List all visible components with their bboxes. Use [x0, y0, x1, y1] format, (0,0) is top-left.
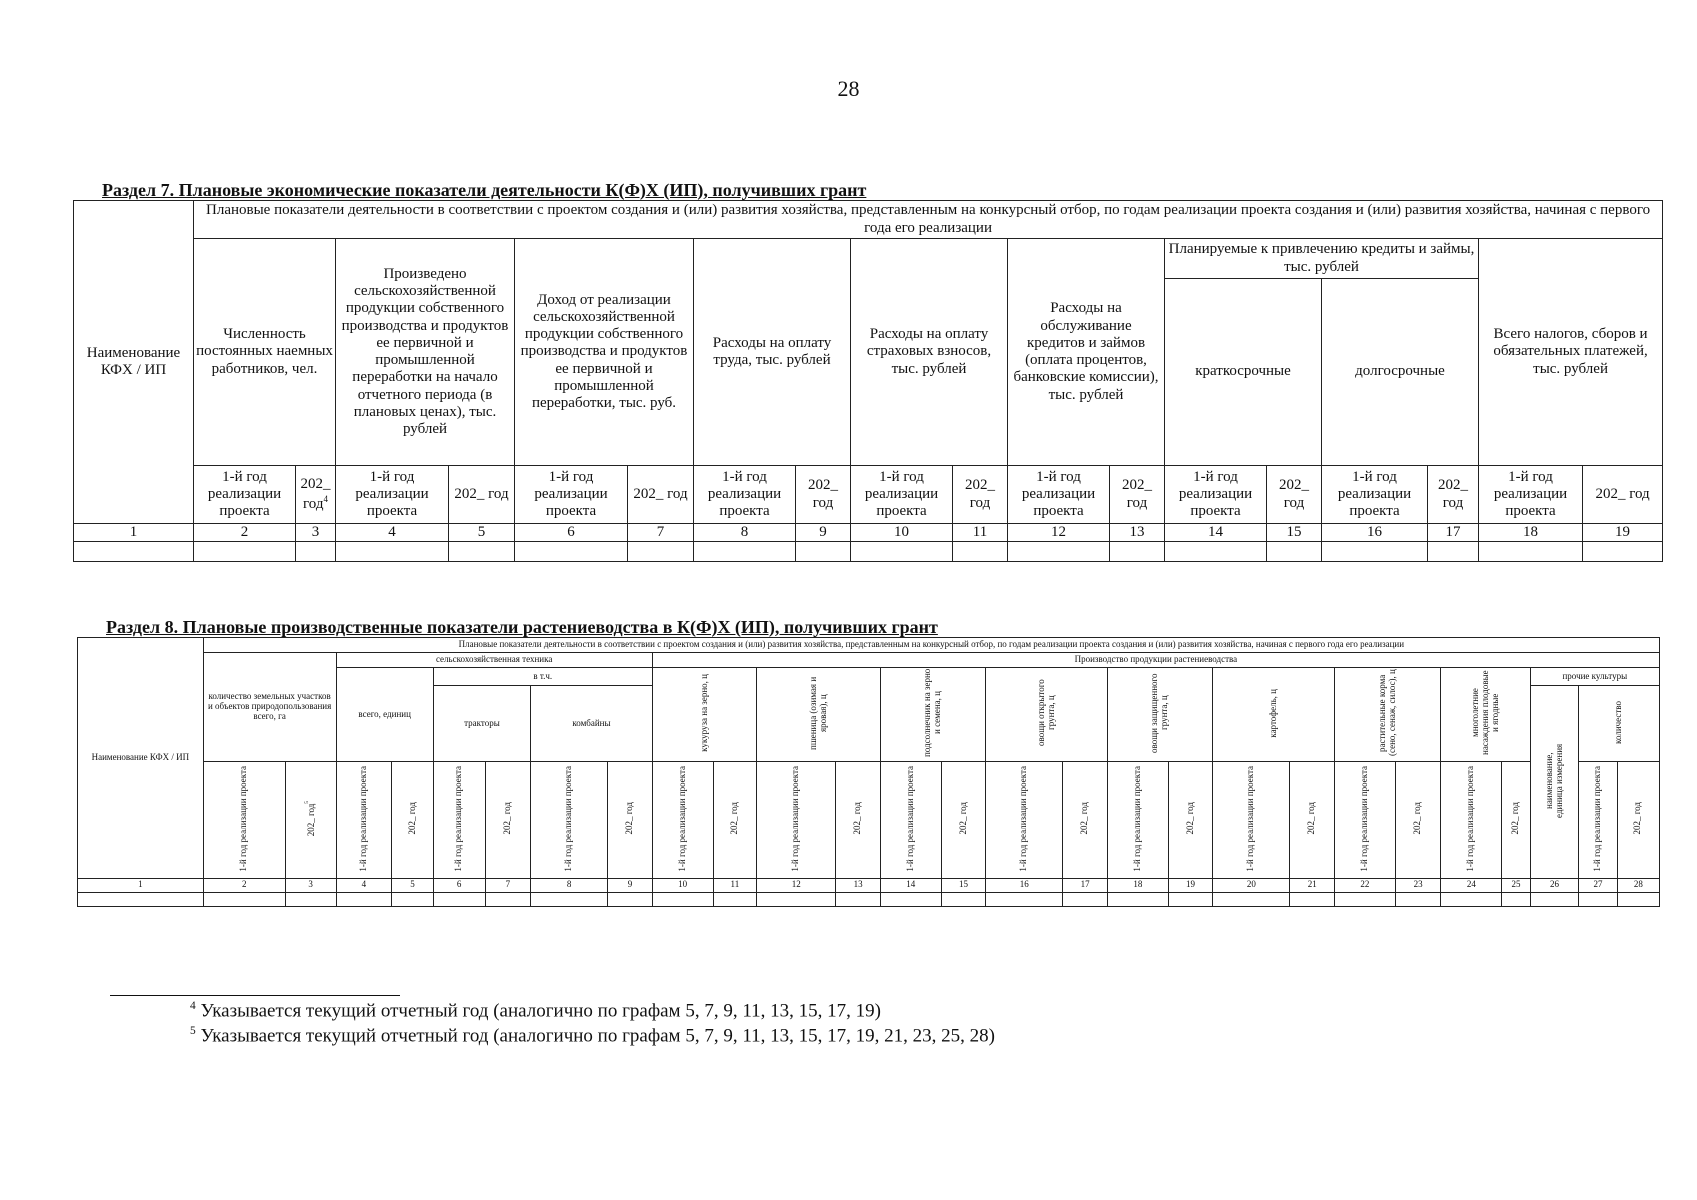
group-produced: Произведено сельскохозяйственной продукции собственного производства и продуктов ее первичной и промышленной переработки на начало отчетного периода (в плановых ценах), тыс. рублей	[336, 239, 515, 466]
s8-first-year-label: 1-й год реализации проекта	[676, 765, 687, 872]
column-number: 8	[694, 524, 796, 542]
land-header: количество земельных участков и объектов природопользования всего, га	[203, 653, 336, 762]
s8-column-number: 20	[1213, 878, 1290, 892]
quantity-cell	[1579, 686, 1660, 762]
s8-year-label	[1307, 802, 1317, 835]
footnote-5-mark: 5	[190, 1025, 196, 1037]
incl-header: в т.ч.	[433, 668, 652, 686]
s8-data-cell[interactable]	[757, 892, 836, 906]
s8-year-cell	[285, 761, 336, 878]
crop-open-veg-label: овощи открытого грунта, ц	[1035, 679, 1056, 747]
s8-data-cell[interactable]	[1441, 892, 1502, 906]
data-cell[interactable]	[336, 542, 449, 562]
column-number: 16	[1322, 524, 1428, 542]
column-number: 18	[1479, 524, 1583, 542]
s8-year-label	[1511, 802, 1521, 835]
current-year-header: 202_ год	[1110, 466, 1165, 524]
s8-column-number: 13	[836, 878, 881, 892]
first-year-header: 1-й год реализации проекта	[515, 466, 628, 524]
s8-year-text: 202_ год	[1306, 802, 1317, 835]
crop-protected-veg	[1107, 668, 1212, 762]
first-year-header: 1-й год реализации проекта	[694, 466, 796, 524]
s8-data-cell[interactable]	[1334, 892, 1395, 906]
s8-column-number: 19	[1168, 878, 1213, 892]
s8-data-cell[interactable]	[285, 892, 336, 906]
data-cell[interactable]	[515, 542, 628, 562]
s8-year-label	[408, 802, 418, 835]
s8-first-year-cell	[1107, 761, 1168, 878]
footnote-separator	[110, 995, 400, 996]
footnote-4-mark: 4	[190, 1000, 196, 1012]
top-header: Плановые показатели деятельности в соответствии с проектом создания и (или) развития хозяйства, представленным на конкурсный отбор, по годам реализации проекта создания и (или) развития хозяйства, начиная с первого года его реализации	[194, 201, 1663, 239]
crop-wheat	[757, 668, 881, 762]
s8-year-text: 202_ год	[1509, 802, 1520, 835]
s8-data-cell[interactable]	[1107, 892, 1168, 906]
machinery-header: сельскохозяйственная техника	[336, 653, 652, 668]
current-year-header: 202_ год	[1583, 466, 1663, 524]
crop-corn	[652, 668, 756, 762]
s8-first-year-label: 1-й год реализации проекта	[1131, 765, 1142, 872]
s8-footnote-mark: 5	[303, 800, 310, 804]
s8-year-cell	[941, 761, 986, 878]
footnote-4-text: Указывается текущий отчетный год (аналогично по графам 5, 7, 9, 11, 13, 15, 17, 19)	[200, 1000, 881, 1022]
s8-first-year-label: 1-й год реализации проекта	[453, 765, 464, 872]
s8-year-text: 202_ год	[305, 803, 316, 837]
s8-data-cell[interactable]	[1213, 892, 1290, 906]
section7-title: Раздел 7. Плановые экономические показатели деятельности К(Ф)Х (ИП), получивших грант	[102, 180, 867, 200]
s8-first-year-label: 1-й год реализации проекта	[238, 765, 249, 872]
column-number: 9	[796, 524, 851, 542]
footnote-mark: 4	[323, 493, 328, 504]
s8-column-number: 2	[203, 878, 285, 892]
column-number: 12	[1008, 524, 1110, 542]
column-number: 15	[1267, 524, 1322, 542]
column-number: 4	[336, 524, 449, 542]
s8-first-year-label: 1-й год реализации проекта	[1245, 765, 1256, 872]
group-insurance: Расходы на оплату страховых взносов, тыс. рублей	[851, 239, 1008, 466]
s8-year-text: 202_ год	[624, 802, 635, 835]
s8-data-cell[interactable]	[941, 892, 986, 906]
s8-year-cell	[713, 761, 757, 878]
s8-column-number: 4	[336, 878, 392, 892]
s8-data-cell[interactable]	[203, 892, 285, 906]
s8-data-cell[interactable]	[836, 892, 881, 906]
s8-year-text: 202_ год	[1184, 802, 1195, 835]
crop-open-veg	[986, 668, 1108, 762]
s8-column-number: 5	[392, 878, 434, 892]
first-year-header: 1-й год реализации проекта	[851, 466, 953, 524]
s8-data-cell[interactable]	[1579, 892, 1618, 906]
s8-column-number: 24	[1441, 878, 1502, 892]
s8-top-header: Плановые показатели деятельности в соответствии с проектом создания и (или) развития хозяйства, представленным на конкурсный отбор, по годам реализации проекта создания и (или) развития хозяйства, начиная с первого года его реализации	[203, 638, 1659, 653]
crop-potato	[1213, 668, 1335, 762]
s8-first-year-cell	[652, 761, 713, 878]
s8-column-number: 27	[1579, 878, 1618, 892]
s8-year-label	[1080, 802, 1090, 835]
s8-data-cell[interactable]	[1290, 892, 1335, 906]
s8-year-label	[1633, 802, 1643, 835]
group-wages: Расходы на оплату труда, тыс. рублей	[694, 239, 851, 466]
s8-column-number: 25	[1502, 878, 1530, 892]
name-header: Наименование КФХ / ИП	[74, 201, 194, 524]
s8-column-number: 22	[1334, 878, 1395, 892]
column-number: 13	[1110, 524, 1165, 542]
s8-first-year-cell	[203, 761, 285, 878]
data-cell[interactable]	[1322, 542, 1428, 562]
s8-first-year-cell	[880, 761, 941, 878]
column-number: 10	[851, 524, 953, 542]
s8-year-label	[853, 802, 863, 835]
s8-year-text: 202_ год	[1079, 802, 1090, 835]
data-cell[interactable]	[194, 542, 296, 562]
s8-data-cell[interactable]	[652, 892, 713, 906]
s8-column-number: 10	[652, 878, 713, 892]
column-number: 6	[515, 524, 628, 542]
footnote-5	[190, 1025, 995, 1047]
first-year-header: 1-й год реализации проекта	[1322, 466, 1428, 524]
s8-year-cell	[1502, 761, 1530, 878]
s8-year-text: 202_ год	[1632, 802, 1643, 835]
s8-first-year-cell	[433, 761, 485, 878]
s8-data-cell[interactable]	[1395, 892, 1441, 906]
s8-first-year-label: 1-й год реализации проекта	[790, 765, 801, 872]
combines-header: комбайны	[531, 686, 653, 762]
crop-perennial-label: многолетние насаждения плодовые и ягодные	[1469, 670, 1500, 756]
current-year-label: 202_ год	[300, 476, 331, 512]
current-year-header	[296, 466, 336, 524]
s8-column-number: 28	[1617, 878, 1659, 892]
s8-first-year-label: 1-й год реализации проекта	[904, 765, 915, 872]
data-cell[interactable]	[628, 542, 694, 562]
short-term-header: краткосрочные	[1165, 279, 1322, 466]
s8-data-cell[interactable]	[78, 892, 204, 906]
data-cell[interactable]	[1165, 542, 1267, 562]
unit-name-label: наименование, единица измерения	[1543, 743, 1564, 818]
s8-year-cell	[608, 761, 653, 878]
current-year-header: 202_ год	[1428, 466, 1479, 524]
data-cell[interactable]	[1267, 542, 1322, 562]
group-employees: Численность постоянных наемных работников, чел.	[194, 239, 336, 466]
s8-data-cell[interactable]	[880, 892, 941, 906]
column-number: 3	[296, 524, 336, 542]
s8-data-cell[interactable]	[336, 892, 392, 906]
s8-year-cell	[1395, 761, 1441, 878]
s8-first-year-cell	[531, 761, 608, 878]
column-number: 14	[1165, 524, 1267, 542]
s8-name-header: Наименование КФХ / ИП	[78, 638, 204, 879]
s8-first-year-cell	[336, 761, 392, 878]
s8-year-cell	[1063, 761, 1108, 878]
column-number: 7	[628, 524, 694, 542]
long-term-header: долгосрочные	[1322, 279, 1479, 466]
s8-data-cell[interactable]	[1063, 892, 1108, 906]
s8-data-cell[interactable]	[1168, 892, 1213, 906]
s8-column-number: 17	[1063, 878, 1108, 892]
s8-year-label	[625, 802, 635, 835]
data-cell[interactable]	[796, 542, 851, 562]
s8-data-cell[interactable]	[1502, 892, 1530, 906]
s8-year-cell	[392, 761, 434, 878]
s8-year-label	[503, 802, 513, 835]
crop-fodder	[1334, 668, 1440, 762]
data-cell[interactable]	[1428, 542, 1479, 562]
s8-first-year-label: 1-й год реализации проекта	[1018, 765, 1029, 872]
s8-column-number: 12	[757, 878, 836, 892]
first-year-header: 1-й год реализации проекта	[336, 466, 449, 524]
s8-first-year-cell	[757, 761, 836, 878]
s8-column-number: 18	[1107, 878, 1168, 892]
s8-first-year-cell	[1579, 761, 1618, 878]
s8-column-number: 15	[941, 878, 986, 892]
s8-data-cell[interactable]	[392, 892, 434, 906]
s8-year-text: 202_ год	[852, 802, 863, 835]
taxes-header: Всего налогов, сборов и обязательных платежей, тыс. рублей	[1479, 239, 1663, 466]
data-cell[interactable]	[851, 542, 953, 562]
credits-header: Планируемые к привлечению кредиты и займы, тыс. рублей	[1165, 239, 1479, 279]
s8-first-year-cell	[1213, 761, 1290, 878]
s8-data-cell[interactable]	[608, 892, 653, 906]
s8-year-text: 202_ год	[957, 802, 968, 835]
crop-fodder-label: растительные корма (сено, сенаж, силос), ц	[1376, 669, 1397, 757]
current-year-header: 202_ год	[628, 466, 694, 524]
s8-year-cell	[836, 761, 881, 878]
footnote-4	[190, 1000, 881, 1022]
quantity-label: количество	[1613, 700, 1624, 744]
s8-column-number: 23	[1395, 878, 1441, 892]
s8-year-cell	[1168, 761, 1213, 878]
crop-sunflower	[880, 668, 985, 762]
data-cell[interactable]	[953, 542, 1008, 562]
crop-wheat-label: пшеница (озимая и яровая), ц	[807, 676, 828, 750]
data-cell[interactable]	[1479, 542, 1583, 562]
total-units-header: всего, единиц	[336, 668, 433, 762]
data-cell[interactable]	[449, 542, 515, 562]
column-number: 1	[74, 524, 194, 542]
data-cell[interactable]	[1583, 542, 1663, 562]
current-year-header: 202_ год	[1267, 466, 1322, 524]
s8-first-year-label: 1-й год реализации проекта	[1465, 765, 1476, 872]
data-cell[interactable]	[1110, 542, 1165, 562]
s8-column-number: 6	[433, 878, 485, 892]
s8-data-cell[interactable]	[485, 892, 531, 906]
section7-table	[73, 200, 1663, 562]
data-cell[interactable]	[74, 542, 194, 562]
s8-data-cell[interactable]	[531, 892, 608, 906]
s8-first-year-cell	[1334, 761, 1395, 878]
s8-year-text: 202_ год	[501, 802, 512, 835]
s8-year-label	[730, 802, 740, 835]
footnote-5-text: Указывается текущий отчетный год (аналогично по графам 5, 7, 9, 11, 13, 15, 17, 19, 21, 23, 25, 28)	[200, 1025, 995, 1047]
s8-column-number: 8	[531, 878, 608, 892]
s8-year-cell	[485, 761, 531, 878]
crop-production-header: Производство продукции растениеводства	[652, 653, 1659, 668]
data-cell[interactable]	[296, 542, 336, 562]
s8-first-year-label: 1-й год реализации проекта	[1358, 765, 1369, 872]
s8-column-number: 14	[880, 878, 941, 892]
crop-protected-veg-label: овощи защищенного грунта, ц	[1149, 673, 1170, 753]
s8-column-number: 1	[78, 878, 204, 892]
crop-perennial	[1441, 668, 1530, 762]
s8-year-text: 202_ год	[728, 802, 739, 835]
section8-title: Раздел 8. Плановые производственные показатели растениеводства в К(Ф)Х (ИП), получивших грант	[106, 617, 938, 637]
s8-data-cell[interactable]	[713, 892, 757, 906]
s8-column-number: 7	[485, 878, 531, 892]
column-number: 11	[953, 524, 1008, 542]
s8-data-cell[interactable]	[986, 892, 1063, 906]
s8-column-number: 11	[713, 878, 757, 892]
current-year-header: 202_ год	[953, 466, 1008, 524]
column-number: 17	[1428, 524, 1479, 542]
s8-year-label	[959, 802, 969, 835]
s8-column-number: 16	[986, 878, 1063, 892]
crop-sunflower-label: подсолнечник на зерно и семена, ц	[922, 668, 943, 758]
page-number: 28	[837, 76, 860, 101]
s8-year-label	[305, 801, 317, 836]
s8-year-text: 202_ год	[1412, 802, 1423, 835]
s8-year-label	[1186, 802, 1196, 835]
crop-corn-label: кукуруза на зерно, ц	[698, 674, 709, 752]
s8-first-year-label: 1-й год реализации проекта	[357, 765, 368, 872]
first-year-header: 1-й год реализации проекта	[1008, 466, 1110, 524]
s8-first-year-cell	[986, 761, 1063, 878]
s8-year-text: 202_ год	[406, 802, 417, 835]
unit-name-cell	[1530, 686, 1579, 879]
crop-potato-label: картофель, ц	[1267, 688, 1278, 738]
s8-first-year-label: 1-й год реализации проекта	[1592, 765, 1603, 872]
s8-year-cell	[1290, 761, 1335, 878]
column-number: 2	[194, 524, 296, 542]
s8-column-number: 26	[1530, 878, 1579, 892]
other-crops-header: прочие культуры	[1530, 668, 1659, 686]
group-loan-service: Расходы на обслуживание кредитов и займов (оплата процентов, банковские комиссии), тыс. рублей	[1008, 239, 1165, 466]
s8-data-cell[interactable]	[1617, 892, 1659, 906]
current-year-header: 202_ год	[449, 466, 515, 524]
s8-first-year-label: 1-й год реализации проекта	[563, 765, 574, 872]
s8-column-number: 9	[608, 878, 653, 892]
s8-data-cell[interactable]	[433, 892, 485, 906]
s8-data-cell[interactable]	[1530, 892, 1579, 906]
s8-column-number: 21	[1290, 878, 1335, 892]
s8-year-label	[1413, 802, 1423, 835]
column-number: 19	[1583, 524, 1663, 542]
tractors-header: тракторы	[433, 686, 530, 762]
section8-table	[77, 637, 1660, 907]
column-number: 5	[449, 524, 515, 542]
first-year-header: 1-й год реализации проекта	[1165, 466, 1267, 524]
group-income: Доход от реализации сельскохозяйственной продукции собственного производства и продуктов ее первичной и промышленной переработки, тыс. руб.	[515, 239, 694, 466]
s8-year-cell	[1617, 761, 1659, 878]
first-year-header: 1-й год реализации проекта	[194, 466, 296, 524]
s8-first-year-cell	[1441, 761, 1502, 878]
current-year-header: 202_ год	[796, 466, 851, 524]
data-cell[interactable]	[1008, 542, 1110, 562]
data-cell[interactable]	[694, 542, 796, 562]
s8-column-number: 3	[285, 878, 336, 892]
first-year-header: 1-й год реализации проекта	[1479, 466, 1583, 524]
